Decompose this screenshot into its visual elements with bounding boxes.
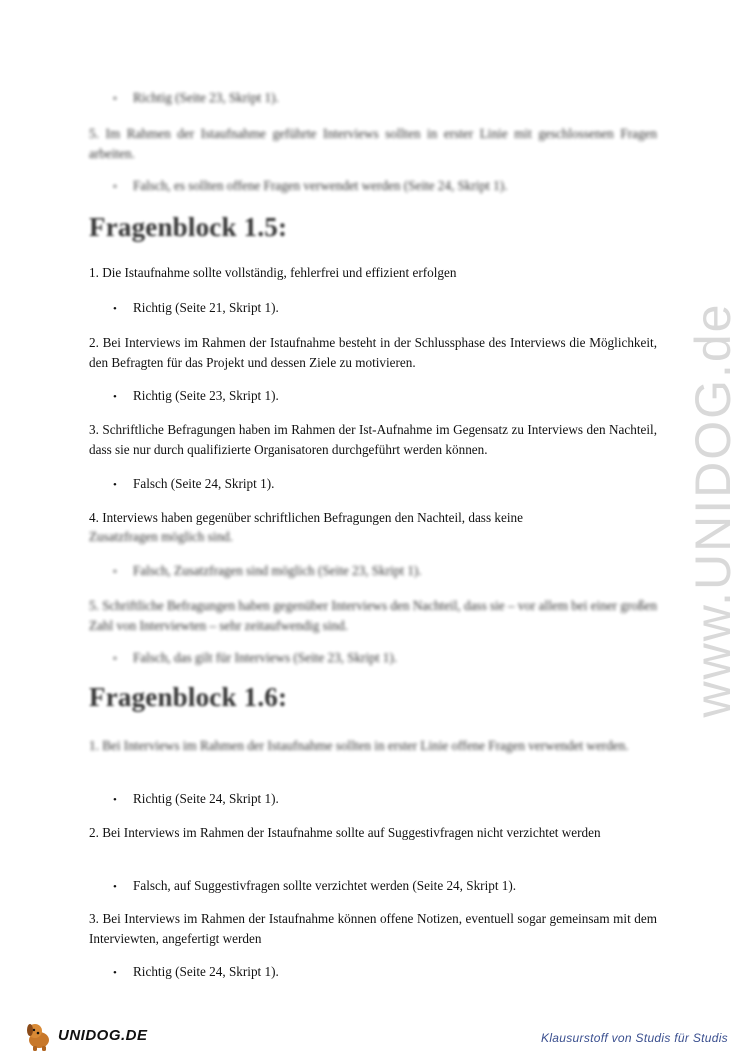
question-text: 2. Bei Interviews im Rahmen der Istaufnahme sollte auf Suggestivfragen nicht verzichtet werden	[89, 825, 601, 840]
bullet-icon: •	[113, 479, 117, 491]
answer-item	[113, 561, 422, 582]
answer-text: Falsch (Seite 24, Skript 1).	[133, 476, 275, 491]
answer-item	[113, 176, 507, 197]
question-text: 5. Schriftliche Befragungen haben gegenüber Interviews den Nachteil, dass sie – vor allem bei einer großen Zahl von Interviewten – sehr zeitaufwendig sind.	[89, 598, 657, 633]
answer-item	[113, 474, 274, 495]
answer-item	[113, 648, 397, 669]
bullet-icon: •	[113, 566, 117, 578]
logo-text: UNIDOG.DE	[58, 1026, 148, 1044]
answer-text: Falsch, es sollten offene Fragen verwendet werden (Seite 24, Skript 1).	[133, 178, 508, 193]
question-text: 2. Bei Interviews im Rahmen der Istaufnahme besteht in der Schlussphase des Interviews die Möglichkeit, den Befragten für das Projekt und dessen Ziele zu motivieren.	[89, 335, 657, 370]
section-heading: Fragenblock 1.5:	[89, 212, 288, 242]
answer-item	[113, 298, 279, 319]
question-text: 3. Schriftliche Befragungen haben im Rahmen der Ist-Aufnahme im Gegensatz zu Interviews den Nachteil, dass sie nur durch qualifizierte Organisatoren durchgeführt werden können.	[89, 422, 657, 457]
answer-text: Falsch, das gilt für Interviews (Seite 23, Skript 1).	[133, 650, 398, 665]
answer-text: Falsch, auf Suggestivfragen sollte verzichtet werden (Seite 24, Skript 1).	[133, 878, 517, 893]
watermark-text: www.UNIDOG.de	[685, 302, 741, 718]
question-text: 1. Die Istaufnahme sollte vollständig, fehlerfrei und effizient erfolgen	[89, 265, 457, 280]
answer-text: Richtig (Seite 24, Skript 1).	[133, 964, 279, 979]
answer-text: Richtig (Seite 24, Skript 1).	[133, 791, 279, 806]
question-text-continued: Zusatzfragen möglich sind.	[89, 529, 233, 544]
question-text: 5. Im Rahmen der Istaufnahme geführte Interviews sollten in erster Linie mit geschlossenen Fragen arbeiten.	[89, 126, 657, 161]
answer-item	[113, 876, 516, 897]
answer-item	[113, 386, 279, 407]
answer-text: Richtig (Seite 23, Skript 1).	[133, 90, 279, 105]
bullet-icon: •	[113, 794, 117, 806]
answer-text: Richtig (Seite 21, Skript 1).	[133, 300, 279, 315]
bullet-icon: •	[113, 967, 117, 979]
question-text: 4. Interviews haben gegenüber schriftlichen Befragungen den Nachteil, dass keine	[89, 510, 523, 525]
answer-text: Falsch, Zusatzfragen sind möglich (Seite 23, Skript 1).	[133, 563, 422, 578]
answer-item	[113, 962, 279, 983]
answer-text: Richtig (Seite 23, Skript 1).	[133, 388, 279, 403]
answer-item	[113, 789, 279, 810]
bullet-icon: •	[113, 391, 117, 403]
bullet-icon: •	[113, 181, 117, 193]
section-heading: Fragenblock 1.6:	[89, 682, 288, 712]
footer-tagline: Klausurstoff von Studis für Studis	[541, 1031, 728, 1045]
bullet-icon: •	[113, 303, 117, 315]
question-text: 1. Bei Interviews im Rahmen der Istaufnahme sollten in erster Linie offene Fragen verwendet werden.	[89, 738, 629, 753]
unidog-logo[interactable]	[22, 1018, 148, 1052]
bullet-icon: •	[113, 653, 117, 665]
answer-item	[113, 88, 279, 109]
bullet-icon: •	[113, 881, 117, 893]
bullet-icon: •	[113, 93, 117, 105]
question-text: 3. Bei Interviews im Rahmen der Istaufnahme können offene Notizen, eventuell sogar gemeinsam mit dem Interviewten, angefertigt werden	[89, 911, 657, 946]
dog-icon	[22, 1018, 56, 1052]
